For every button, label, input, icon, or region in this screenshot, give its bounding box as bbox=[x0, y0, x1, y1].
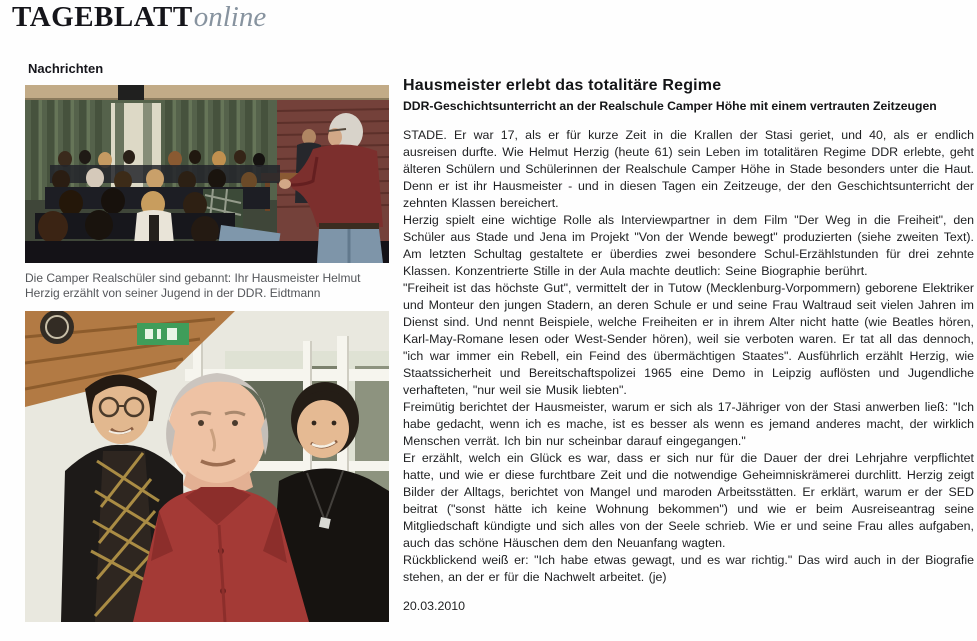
photo-caption: Die Camper Realschüler sind gebannt: Ihr Hausmeister Helmut Herzig erzählt von seiner Jugend in der DDR. Eidtmann bbox=[25, 271, 361, 300]
body-paragraph: Freimütig berichtet der Hausmeister, warum er sich als 17-Jähriger von der Stasi anwerben ließ: "Ich habe gedacht, wenn ich es mache, ist es besser als wenn es jemand anderes macht, der wirklich Menschen verrät. Ich bin nur scheinbar darauf eingegangen." bbox=[403, 400, 974, 448]
article-headline: Hausmeister erlebt das totalitäre Regime bbox=[403, 77, 722, 94]
logo-title: TAGEBLATT bbox=[12, 1, 193, 33]
body-paragraph: "Freiheit ist das höchste Gut", vermittelt der in Tutow (Mecklenburg-Vorpommern) geborene Elektriker und Monteur den jungen Stadern, an deren Schule er und seine Frau Waltraud seit vielen Jahren im Dienst sind. Und nennt Beispiele, welche Freiheiten er in ihrem Alter nicht hatte (wie Beatles hören, Karl-May-Romane lesen oder West-Sender hören), weil sie verboten waren. Er tat all das dennoch, "ich war immer ein Rebell, ein Feind des übermächtigen Staates". Ausführlich erzählt Herzig, wie Staatssicherheit und Bereitschaftspolizei 1965 eine Demo in Leipzig auflösten und Jugendliche verhafteten, "nur weil sie Musik liebten". bbox=[403, 281, 974, 397]
audience-photo-illustration bbox=[25, 85, 389, 263]
section-label-nachrichten: Nachrichten bbox=[28, 61, 104, 76]
body-paragraph: Herzig spielt eine wichtige Rolle als Interviewpartner in dem Film "Der Weg in die Freiheit", den Schüler aus Stade und Jena im Projekt "Von der Wende bewegt" produzierten (siehe zweiten Text). Am letzten Schultag gestaltete er überdies zwei besondere Schul-Erzählstunden für drei zehnte Klassen. Konzentrierte Stille in der Aula machte deutlich: Seine Biographie berührt. bbox=[403, 213, 974, 278]
article-subheadline: DDR-Geschichtsunterricht an der Realschule Camper Höhe mit einem vertrauten Zeitzeugen bbox=[403, 99, 937, 113]
audience-photo bbox=[25, 85, 389, 263]
body-paragraph: Er erzählt, welch ein Glück es war, dass er sich nur für die Dauer der drei Lehrjahre verpflichtet hatte, und wie er diese furchtbare Zeit und die notwendige Geheimniskrämerei durchlitt. Herzig zeigt Bilder der Alltags, berichtet von Mangel und maroden Arbeitsstätten. Er erklärt, warum er der SED beitrat ("sonst hätte ich keine Wohnung bekommen") und wie er beim Ausreiseantrag seine Mitgliedschaft kündigte und sich alles von der Seele schrieb. Wie er und seine Frau alles aufgaben, auch das schöne Häuschen dem den Neuanfang wagten. bbox=[403, 451, 974, 550]
article bbox=[403, 77, 974, 613]
body-paragraph: Rückblickend weiß er: "Ich habe etwas gewagt, und es war richtig." Das wird auch in der Biografie stehen, an der er für die Nachwelt arbeitet. (je) bbox=[403, 553, 974, 584]
article-date: 20.03.2010 bbox=[403, 599, 466, 613]
logo-suffix: online bbox=[193, 1, 267, 33]
portrait-photo bbox=[25, 311, 389, 622]
portrait-photo-illustration bbox=[25, 311, 389, 622]
masthead-logo bbox=[12, 1, 266, 34]
body-paragraph: STADE. Er war 17, als er für kurze Zeit in die Krallen der Stasi geriet, und 40, als er endlich ausreisen durfte. Wie Helmut Herzig (heute 61) sein Leben im totalitären Regime DDR erlebte, geht älteren Schülern und Schülerinnen der Realschule Camper Höhe in Stade besonders unter die Haut. Denn er ist ihr Hausmeister - und in diesen Tagen ein Zeitzeuge, der den Geschichtsunterricht der zehnten Klassen bereichert. bbox=[403, 128, 974, 210]
article-body bbox=[403, 127, 974, 586]
